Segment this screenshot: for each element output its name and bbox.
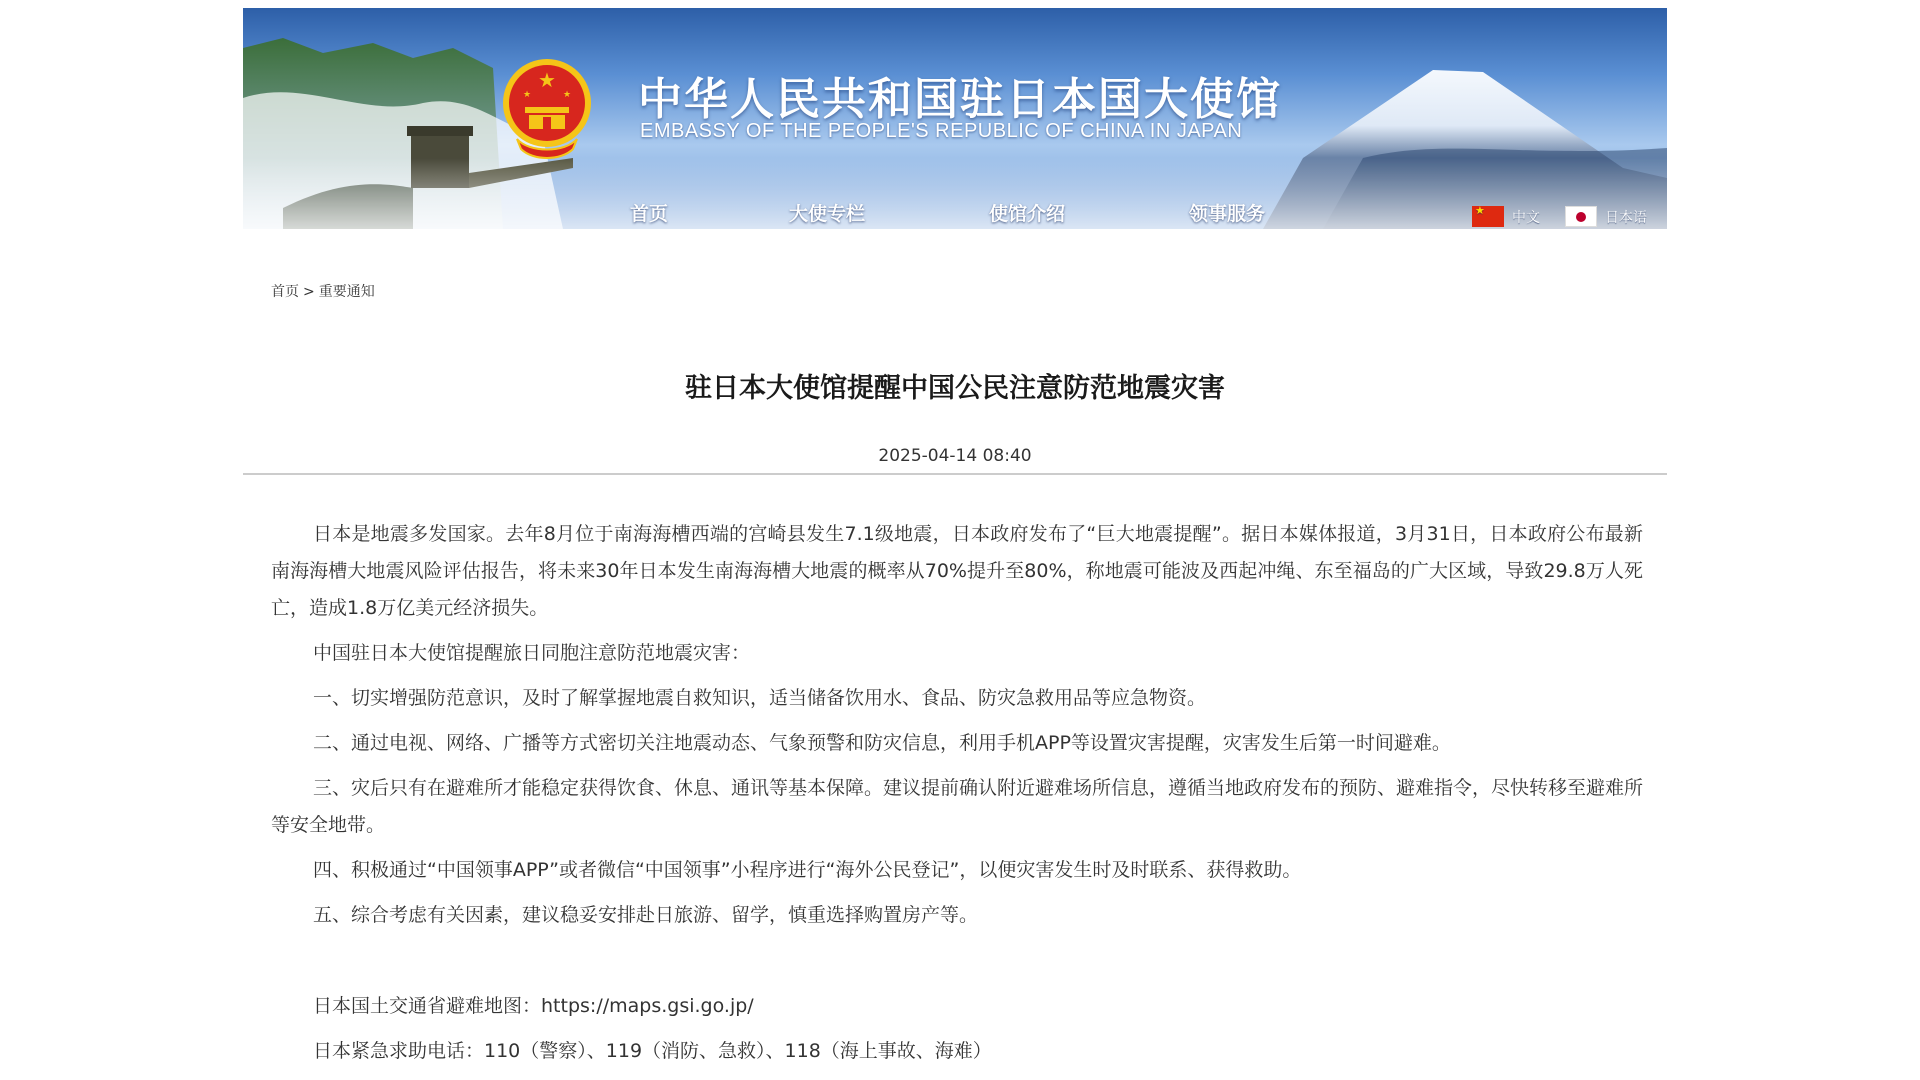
article-paragraph: 中国驻日本大使馆提醒旅日同胞注意防范地震灾害：	[313, 642, 751, 664]
svg-text:★: ★	[562, 90, 572, 100]
breadcrumb-separator: >	[303, 284, 315, 300]
article-paragraph: 五、综合考虑有关因素，建议稳妥安排赴日旅游、留学，慎重选择购置房产等。	[313, 904, 979, 926]
article-paragraph: 日本是地震多发国家。去年8月位于南海海槽西端的宫崎县发生7.1级地震，日本政府发布了“巨大地震提醒”。据日本媒体报道，3月31日，日本政府公布最新南海海槽大地震风险评估报告，将未来30年日本发生南海海槽大地震的概率从70%提升至80%，称地震可能波及西起冲绳、东至福岛的广大区域，导致29.8万人死亡，造成1.8万亿美元经济损失。	[271, 523, 1643, 619]
article-paragraph: 一、切实增强防范意识，及时了解掌握地震自救知识，适当储备饮用水、食品、防灾急救用品等应急物资。	[313, 687, 1207, 709]
evacuation-map-line	[271, 988, 1643, 1025]
site-title-english: EMBASSY OF THE PEOPLE'S REPUBLIC OF CHINA IN JAPAN	[640, 120, 1243, 142]
header-banner	[243, 8, 1667, 229]
language-japanese-label: 日本语	[1605, 209, 1647, 226]
title-divider	[243, 473, 1667, 475]
nav-embassy-introduction[interactable]: 使馆介绍	[989, 203, 1066, 225]
article-title: 驻日本大使馆提醒中国公民注意防范地震灾害	[685, 373, 1225, 404]
article-paragraph: 四、积极通过“中国领事APP”或者微信“中国领事”小程序进行“海外公民登记”，以便灾害发生时及时联系、获得救助。	[313, 859, 1302, 881]
breadcrumb-current-link[interactable]: 重要通知	[318, 284, 375, 300]
evacuation-map-label: 日本国土交通省避难地图：	[313, 995, 542, 1017]
emergency-numbers-line: 日本紧急求助电话：110（警察）、119（消防、急救）、118（海上事故、海难）	[313, 1040, 992, 1062]
language-chinese[interactable]	[1472, 206, 1540, 227]
nav-home[interactable]: 首页	[630, 203, 669, 225]
nav-consular-services[interactable]: 领事服务	[1189, 203, 1266, 225]
national-emblem-icon	[499, 53, 595, 163]
nav-ambassador-column[interactable]: 大使专栏	[789, 203, 866, 225]
evacuation-map-link[interactable]: https://maps.gsi.go.jp/	[541, 995, 754, 1017]
language-japanese[interactable]	[1565, 206, 1647, 227]
japan-flag-icon	[1565, 206, 1597, 227]
article-body	[271, 516, 1643, 1078]
svg-text:★: ★	[538, 68, 556, 92]
language-chinese-label: 中文	[1512, 209, 1540, 226]
article-paragraph: 二、通过电视、网络、广播等方式密切关注地震动态、气象预警和防灾信息，利用手机APP等设置灾害提醒，灾害发生后第一时间避难。	[313, 732, 1451, 754]
svg-text:★: ★	[522, 90, 532, 100]
breadcrumb-home-link[interactable]: 首页	[271, 284, 299, 300]
page	[243, 8, 1667, 1080]
article-paragraph: 三、灾后只有在避难所才能稳定获得饮食、休息、通讯等基本保障。建议提前确认附近避难场所信息，遵循当地政府发布的预防、避难指令，尽快转移至避难所等安全地带。	[271, 777, 1644, 836]
main-nav	[243, 192, 1667, 229]
china-flag-icon	[1472, 206, 1504, 227]
breadcrumb	[271, 281, 375, 301]
article-date: 2025-04-14 08:40	[878, 446, 1032, 466]
site-title-chinese: 中华人民共和国驻日本国大使馆	[638, 74, 1282, 125]
